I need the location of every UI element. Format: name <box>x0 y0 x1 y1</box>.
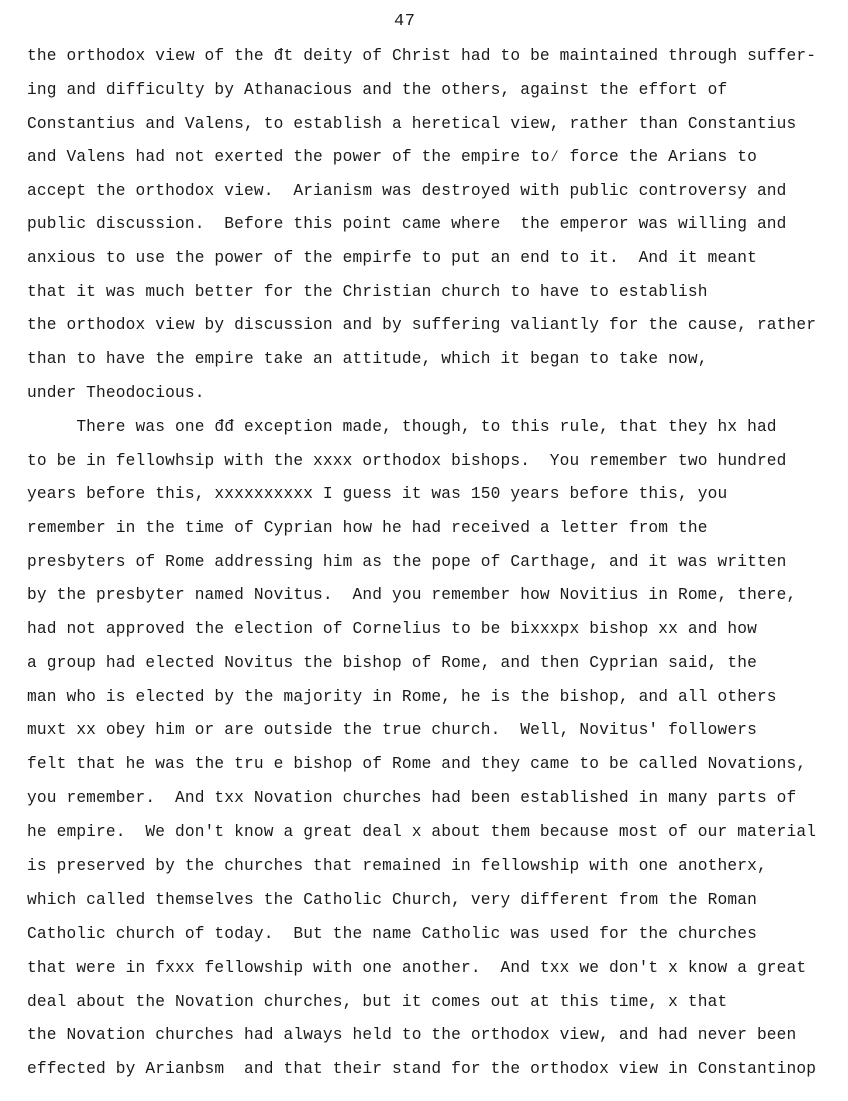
text-line-3: Constantius and Valens, to establish a heretical view, rather than Constantius <box>27 115 797 133</box>
text-line-13: to be in fellowhsip with the xxxx orthodox bishops. You remember two hundred <box>27 452 787 470</box>
text-line-1: the orthodox view of the đt deity of Christ had to be maintained through suffer- <box>27 47 817 65</box>
text-line-31: effected by Arianbsm and that their stand for the orthodox view in Constantinop <box>27 1060 817 1078</box>
text-line-26: which called themselves the Catholic Church, very different from the Roman <box>27 891 757 909</box>
text-line-28: that were in fxxx fellowship with one another. And txx we don't x know a great <box>27 959 807 977</box>
text-line-12: There was one đđ exception made, though, to this rule, that they hx had <box>27 418 777 436</box>
text-line-7: anxious to use the power of the empirfe to put an end to it. And it meant <box>27 249 757 267</box>
text-line-25: is preserved by the churches that remained in fellowship with one anotherx, <box>27 857 767 875</box>
text-line-30: the Novation churches had always held to the orthodox view, and had never been <box>27 1026 797 1044</box>
text-line-18: had not approved the election of Cornelius to be bixxxpx bishop xx and how <box>27 620 757 638</box>
text-line-17: by the presbyter named Novitus. And you remember how Novitius in Rome, there, <box>27 586 797 604</box>
text-line-11: under Theodocious. <box>27 384 205 402</box>
text-line-21: muxt xx obey him or are outside the true church. Well, Novitus' followers <box>27 721 757 739</box>
text-line-10: than to have the empire take an attitude, which it began to take now, <box>27 350 708 368</box>
text-line-19: a group had elected Novitus the bishop of Rome, and then Cyprian said, the <box>27 654 757 672</box>
page-number: 47 <box>394 12 416 31</box>
text-line-14: years before this, xxxxxxxxxx I guess it was 150 years before this, you <box>27 485 728 503</box>
text-line-27: Catholic church of today. But the name Catholic was used for the churches <box>27 925 757 943</box>
text-line-6: public discussion. Before this point came where the emperor was willing and <box>27 215 787 233</box>
text-line-16: presbyters of Rome addressing him as the pope of Carthage, and it was written <box>27 553 787 571</box>
text-line-22: felt that he was the tru e bishop of Rome and they came to be called Novations, <box>27 755 807 773</box>
text-line-2: ing and difficulty by Athanacious and the others, against the effort of <box>27 81 728 99</box>
text-line-15: remember in the time of Cyprian how he had received a letter from the <box>27 519 708 537</box>
text-line-24: he empire. We don't know a great deal x about them because most of our material <box>27 823 817 841</box>
text-line-5: accept the orthodox view. Arianism was destroyed with public controversy and <box>27 182 787 200</box>
text-line-8: that it was much better for the Christian church to have to establish <box>27 283 708 301</box>
text-line-23: you remember. And txx Novation churches had been established in many parts of <box>27 789 797 807</box>
text-line-29: deal about the Novation churches, but it comes out at this time, x that <box>27 993 728 1011</box>
text-line-4: and Valens had not exerted the power of the empire to∕ force the Arians to <box>27 148 757 166</box>
text-line-9: the orthodox view by discussion and by suffering valiantly for the cause, rather <box>27 316 817 334</box>
text-line-20: man who is elected by the majority in Rome, he is the bishop, and all others <box>27 688 777 706</box>
